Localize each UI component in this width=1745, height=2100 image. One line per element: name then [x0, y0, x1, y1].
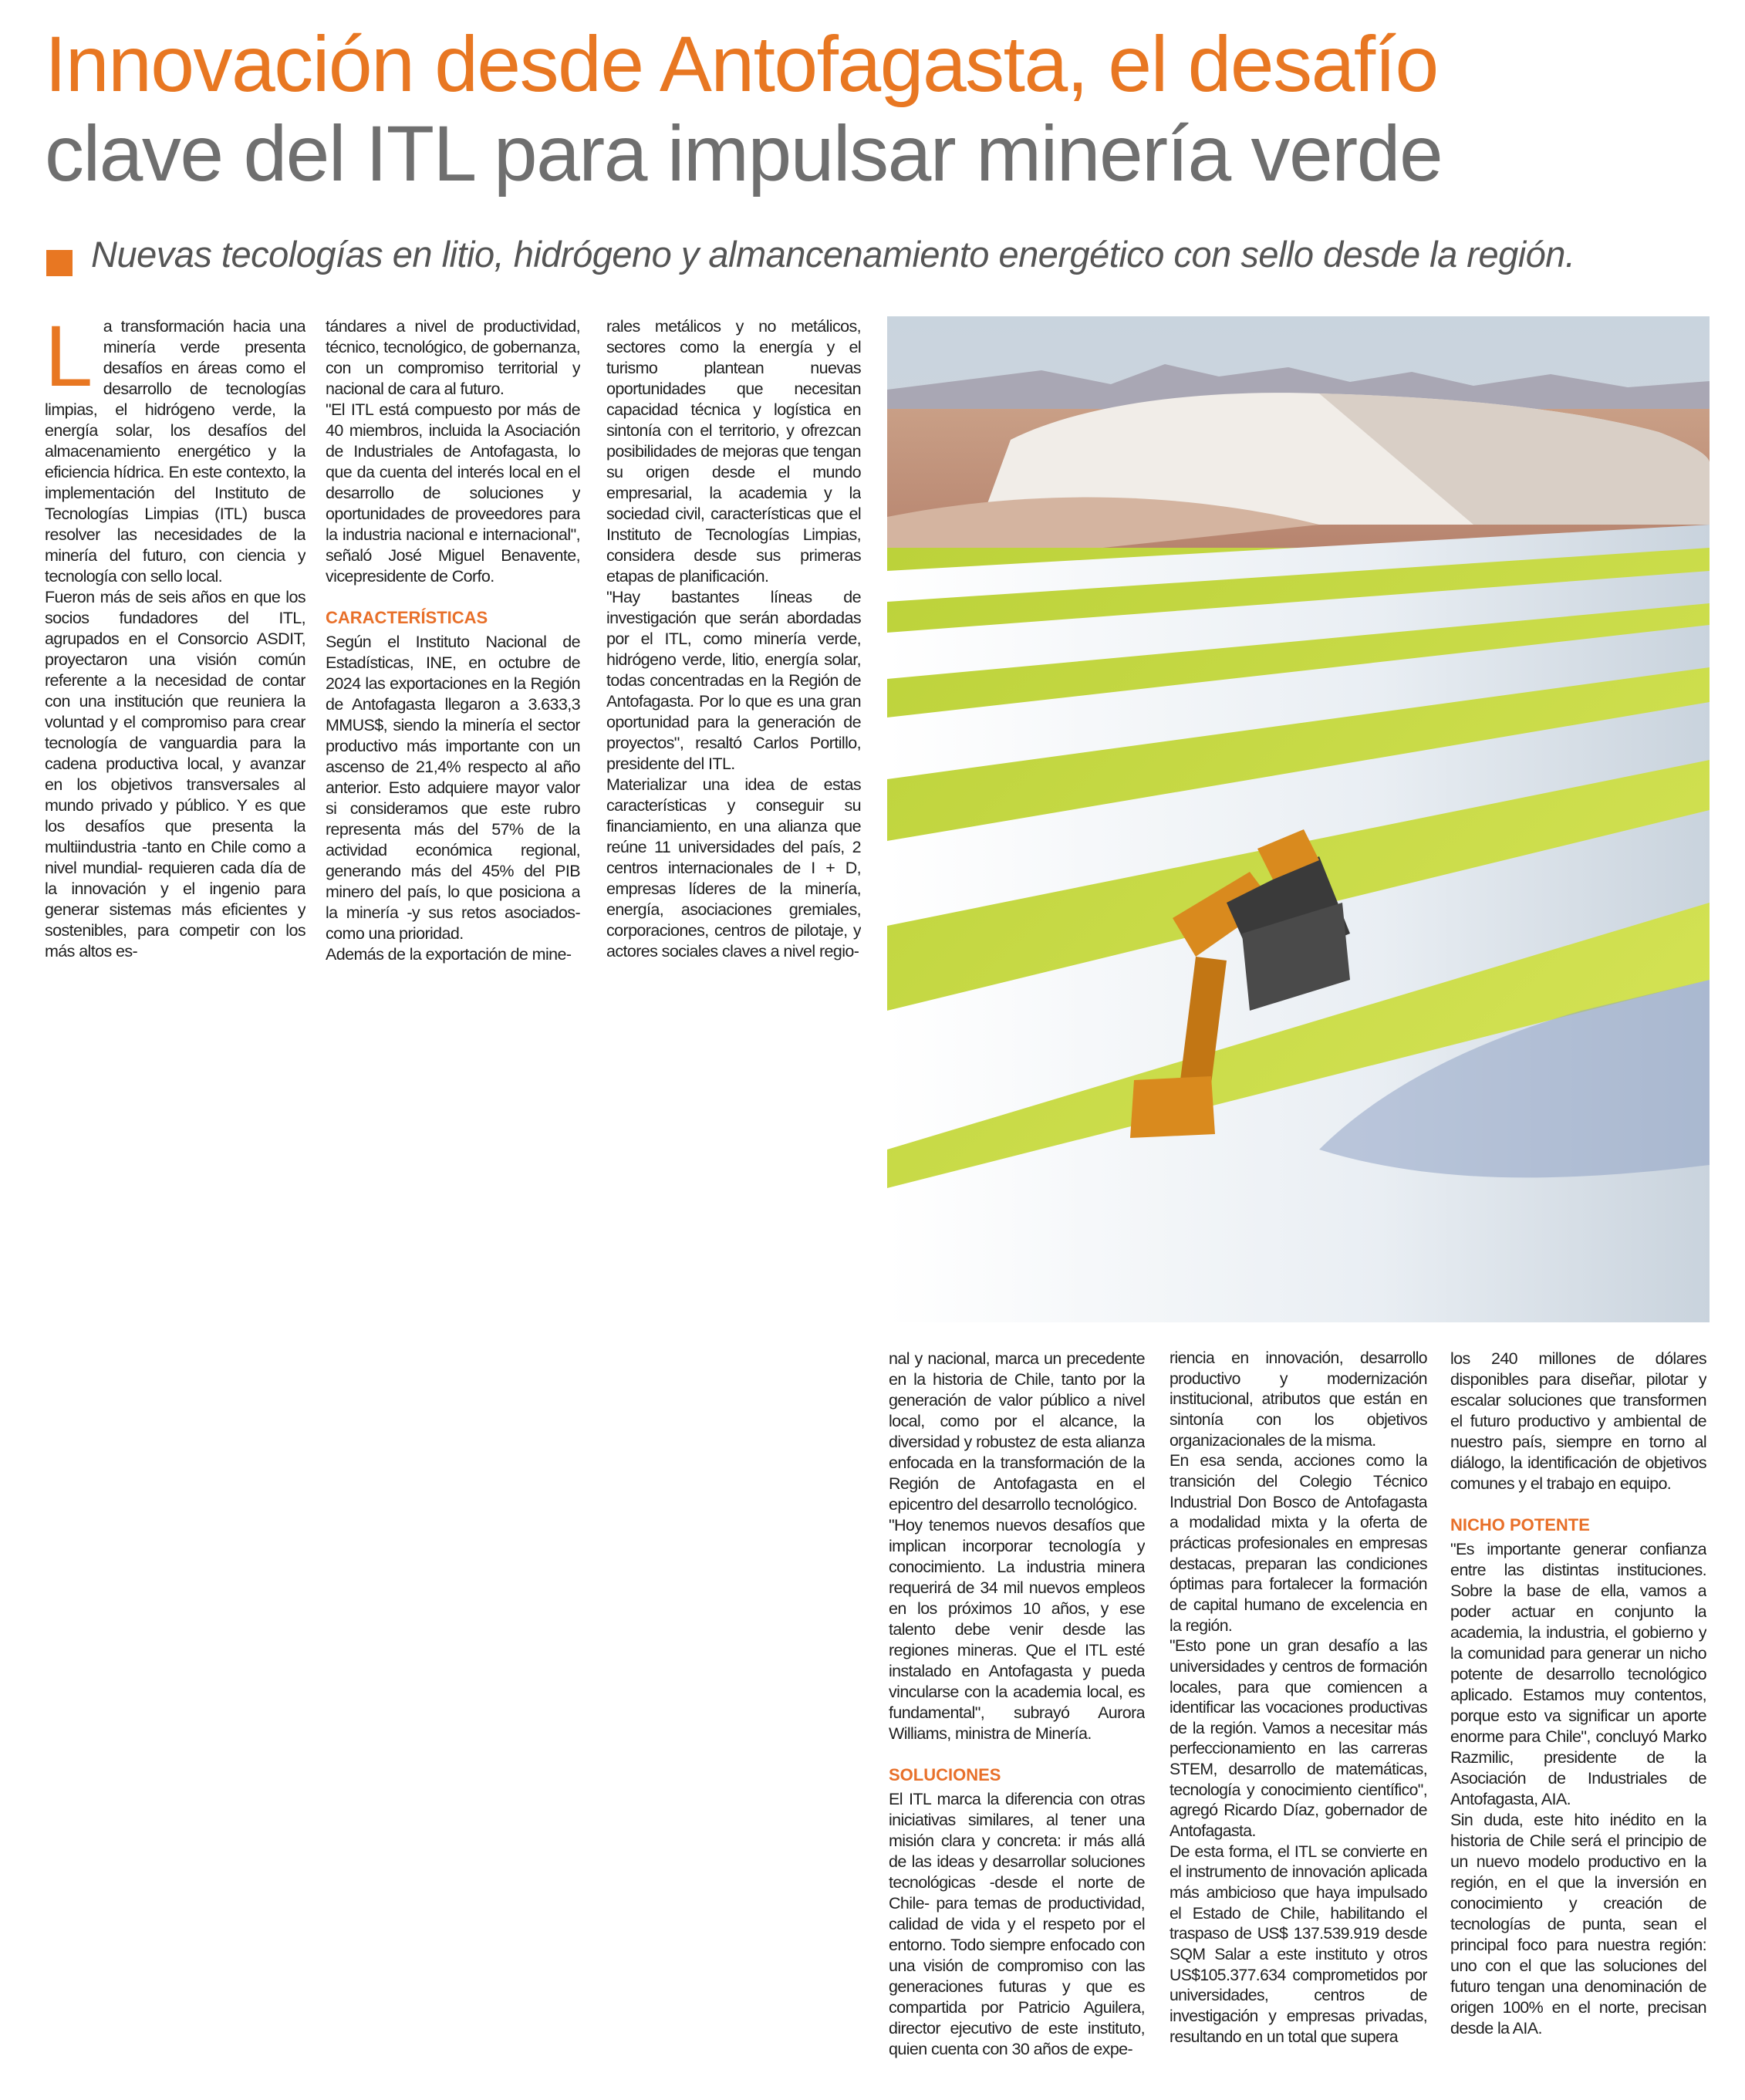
article-column-3 — [606, 316, 861, 980]
paragraph: riencia en innovación, desarrollo productivo y modernización institucional, atributos que están en sintonía con los objetivos organizacionales de la misma. — [1170, 1349, 1427, 1450]
paragraph: El ITL marca la diferencia con otras iniciativas similares, al tener una misión clara y concreta: ir más allá de las ideas y desarrollar soluciones tecnológicas -desde el norte de Chile- para temas de productividad, calidad de vida y el respeto por el entorno. Todo siempre enfocado con una visión de compromiso con las generaciones futuras y que es compartida por Patricio Aguilera, director ejecutivo de este instituto, quien cuenta con 30 años de expe- — [889, 1790, 1145, 2058]
article-column-2 — [326, 316, 580, 980]
headline-line-2: clave del ITL para impulsar minería verde — [45, 110, 1443, 198]
paragraph: a transformación hacia una minería verde presenta desafíos en áreas como el desarrollo de tecnologías limpias, el hidrógeno verde, la energía solar, los desafíos del almacenamiento energético y la eficiencia hídrica. En este contexto, la implementación del Instituto de Tecnologías Limpias (ITL) busca resolver las necesidades de la minería del futuro, con ciencia y tecnología con sello local. — [45, 317, 305, 586]
section-heading-soluciones: SOLUCIONES — [889, 1765, 1001, 1784]
paragraph: rales metálicos y no metálicos, sectores como la energía y el turismo plantean nuevas oportunidades que necesitan capacidad técnica y logística en sintonía con el territorio, y ofrezcan posibilidades de mejoras que tengan su origen desde el mundo empresarial, la academia y la sociedad civil, características que el Instituto de Tecnologías Limpias, considera desde sus primeras etapas de planificación. — [606, 317, 861, 586]
paragraph: Según el Instituto Nacional de Estadísticas, INE, en octubre de 2024 las exportaciones en la Región de Antofagasta llegaron a 3.633,3 MMUS$, siendo la minería el sector productivo más importante con un ascenso de 21,4% respecto al año anterior. Esto adquiere mayor valor si consideramos que este rubro representa más del 57% de la actividad económica regional, generando más del 45% del PIB minero del país, lo que posiciona a la minería -y sus retos asociados- como una prioridad. — [326, 633, 580, 943]
subtitle-row — [45, 230, 1711, 279]
paragraph: "Hay bastantes líneas de investigación que serán abordadas por el ITL, como minería verde, hidrógeno verde, litio, energía solar, todas concentradas en la Región de Antofagasta. Por lo que es una gran oportunidad para la generación de proyectos", resaltó Carlos Portillo, presidente del ITL. — [606, 588, 861, 773]
article-column-1 — [45, 316, 305, 980]
article-column-4 — [889, 1349, 1145, 2074]
paragraph: Materializar una idea de estas características y conseguir su financiamiento, en una alianza que reúne 11 universidades del país, 2 centros internacionales de I + D, empresas líderes de la minería, energía, asociaciones gremiales, corporaciones, centros de pilotaje, y actores sociales claves a nivel regio- — [606, 775, 861, 961]
paragraph: los 240 millones de dólares disponibles para diseñar, pilotar y escalar soluciones que transformen el futuro productivo y ambiental de nuestro país, siempre en torno al diálogo, la identificación de objetivos comunes y el trabajo en equipo. — [1450, 1349, 1706, 1493]
paragraph: Fueron más de seis años en que los socios fundadores del ITL, agrupados en el Consorcio ASDIT, proyectaron una visión común referente a la necesidad de contar con una institución que reuniera la voluntad y el compromiso para crear tecnología de vanguardia para la cadena productiva local, y avanzar en los objetivos transversales al mundo privado y público. Y es que los desafíos que presenta la multiindustria -tanto en Chile como a nivel mundial- requieren cada día de la innovación y el ingenio para generar sistemas más eficientes y sostenibles, para competir con los más altos es- — [45, 588, 305, 961]
article-column-5 — [1170, 1349, 1427, 2074]
section-heading-caracteristicas: CARACTERÍSTICAS — [326, 608, 488, 627]
orange-square-icon — [46, 250, 73, 276]
paragraph: Sin duda, este hito inédito en la historia de Chile será el principio de un nuevo modelo productivo en la región, en el que la inversión en conocimiento y creación de tecnologías de punta, sean el principal foco para nuestra región: uno con el que las soluciones del futuro tengan una denominación de origen 100% en el norte, precisan desde la AIA. — [1450, 1811, 1706, 2038]
paragraph: "El ITL está compuesto por más de 40 miembros, incluida la Asociación de Industriales de Antofagasta, lo que da cuenta del interés local en el desarrollo de soluciones y oportunidades de proveedores para la industria nacional e internacional", señaló José Miguel Benavente, vicepresidente de Corfo. — [326, 400, 580, 586]
paragraph: Además de la exportación de mine- — [326, 945, 572, 964]
salar-photo — [887, 316, 1710, 1322]
paragraph: nal y nacional, marca un precedente en la historia de Chile, tanto por la generación de valor público a nivel local, como por el alcance, la diversidad y robustez de esta alianza enfocada en la transformación de la Región de Antofagasta en el epicentro del desarrollo tecnológico. — [889, 1349, 1145, 1514]
article-column-6 — [1450, 1349, 1706, 2074]
paragraph: "Hoy tenemos nuevos desafíos que implican incorporar tecnología y conocimiento. La industria minera requerirá de 34 mil nuevos empleos en los próximos 10 años, y ese talento debe venir desde las regiones mineras. Que el ITL esté instalado en Antofagasta y pueda vincularse con la academia local, es fundamental", subrayó Aurora Williams, ministra de Minería. — [889, 1516, 1145, 1743]
headline-line-1: Innovación desde Antofagasta, el desafío — [45, 20, 1438, 108]
section-heading-nicho-potente: NICHO POTENTE — [1450, 1515, 1590, 1534]
paragraph: De esta forma, el ITL se convierte en el instrumento de innovación aplicada más ambicioso que haya impulsado el Estado de Chile, habilitando el traspaso de US$ 137.539.919 desde SQM Salar a este instituto y otros US$105.377.634 comprometidos por universidades, centros de investigación y empresas privadas, resultando en un total que supera — [1170, 1842, 1427, 2046]
paragraph: "Esto pone un gran desafío a las universidades y centros de formación locales, para que comiencen a identificar las vocaciones productivas de la región. Vamos a necesitar más perfeccionamiento en las carreras STEM, desarrollo de matemáticas, tecnología y conocimiento científico", agregó Ricardo Díaz, gobernador de Antofagasta. — [1170, 1637, 1427, 1841]
paragraph: "Es importante generar confianza entre las distintas instituciones. Sobre la base de ella, vamos a poder actuar en conjunto la academia, la industria, el gobierno y la comunidad para generar un nicho potente de desarrollo tecnológico aplicado. Estamos muy contentos, porque esto va significar un aporte enorme para Chile", concluyó Marko Razmilic, presidente de la Asociación de Industriales de Antofagasta, AIA. — [1450, 1540, 1706, 1808]
paragraph: En esa senda, acciones como la transición del Colegio Técnico Industrial Don Bosco de Antofagasta a modalidad mixta y la oferta de prácticas profesionales en empresas destacas, preparan las condiciones óptimas para fortalecer la formación de capital humano de excelencia en la región. — [1170, 1452, 1427, 1635]
paragraph: tándares a nivel de productividad, técnico, tecnológico, de gobernanza, con un compromiso territorial y nacional de cara al futuro. — [326, 317, 580, 398]
subtitle: Nuevas tecologías en litio, hidrógeno y almancenamiento energético con sello desde la región. — [91, 234, 1575, 275]
dropcap: L — [45, 316, 93, 404]
